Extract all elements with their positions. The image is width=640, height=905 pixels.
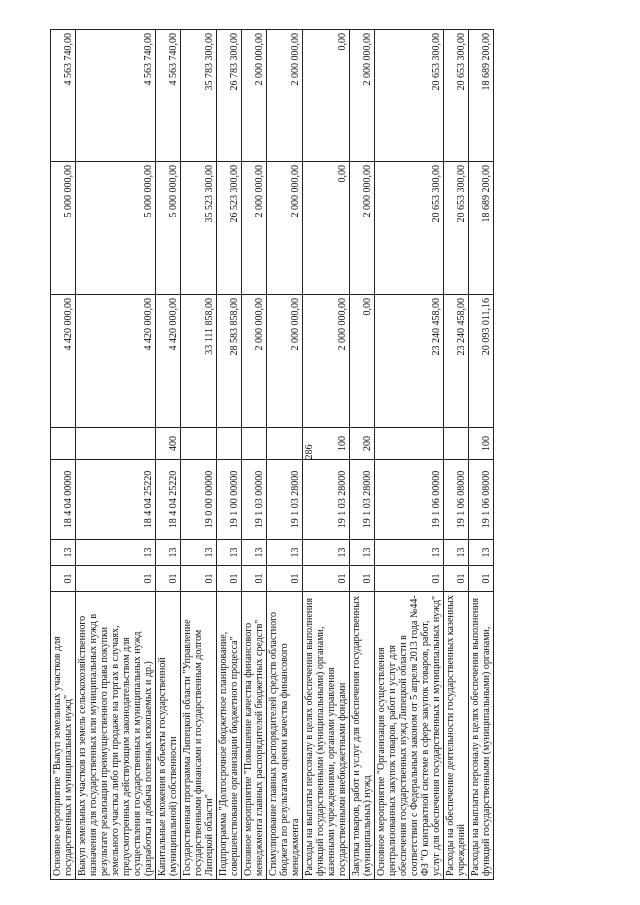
subsection-code: 13 (76, 540, 156, 566)
amount-year-2: 0,00 (303, 162, 350, 295)
amount-year-1: 23 240 458,00 (375, 295, 444, 428)
amount-year-3: 4 563 740,00 (76, 30, 156, 162)
subsection-code: 13 (51, 540, 76, 566)
amount-year-3: 26 783 300,00 (217, 30, 242, 162)
expense-type-code: 100 (469, 428, 494, 460)
amount-year-1: 33 111 858,00 (181, 295, 217, 428)
subsection-code: 13 (217, 540, 242, 566)
target-article-code: 19 1 03 28000 (303, 460, 350, 540)
amount-year-1: 4 420 000,00 (51, 295, 76, 428)
subsection-code: 13 (375, 540, 444, 566)
target-article-code: 19 1 06 08000 (469, 460, 494, 540)
amount-year-1: 0,00 (350, 295, 375, 428)
amount-year-1: 28 583 858,00 (217, 295, 242, 428)
amount-year-3: 18 689 200,00 (469, 30, 494, 162)
amount-year-2: 2 000 000,00 (242, 162, 267, 295)
target-article-code: 19 1 03 28000 (350, 460, 375, 540)
amount-year-2: 26 523 300,00 (217, 162, 242, 295)
amount-year-3: 4 563 740,00 (156, 30, 181, 162)
table-row (303, 30, 350, 880)
amount-year-2: 18 689 200,00 (469, 162, 494, 295)
table-row (217, 30, 242, 880)
subsection-code: 13 (350, 540, 375, 566)
section-code: 01 (469, 566, 494, 592)
table-row (350, 30, 375, 880)
expense-type-code: 200 (350, 428, 375, 460)
section-code: 01 (375, 566, 444, 592)
amount-year-2: 35 523 300,00 (181, 162, 217, 295)
page-number: 286 (304, 444, 315, 460)
target-article-code: 18 4 04 25220 (156, 460, 181, 540)
table-row (375, 30, 444, 880)
row-name: Основное мероприятие "Организация осуществления централизованных закупок товаров, работ и услуг для обеспечения государственных нужд Липецкой области в соответствии с Федеральным законом от 5 апреля 2013 года №44-ФЗ "О контрактной системе в сфере закупок товаров, работ, услуг для обеспечения государственных и муниципальных нужд" (375, 592, 444, 880)
subsection-code: 13 (303, 540, 350, 566)
budget-table-rotated (50, 30, 590, 880)
amount-year-2: 5 000 000,00 (51, 162, 76, 295)
row-name: Расходы на выплаты персоналу в целях обеспечения выполнения функций государственными (муниципальными) органами, казенными учреждениями, органами управления государственными внебюджетными фондами (303, 592, 350, 880)
amount-year-2: 20 653 300,00 (375, 162, 444, 295)
target-article-code: 19 0 00 00000 (181, 460, 217, 540)
table-row (181, 30, 217, 880)
section-code: 01 (350, 566, 375, 592)
amount-year-3: 20 653 300,00 (444, 30, 469, 162)
amount-year-2: 5 000 000,00 (156, 162, 181, 295)
amount-year-2: 2 000 000,00 (350, 162, 375, 295)
amount-year-1: 2 000 000,00 (267, 295, 303, 428)
section-code: 01 (444, 566, 469, 592)
amount-year-3: 35 783 300,00 (181, 30, 217, 162)
expense-type-code (242, 428, 267, 460)
target-article-code: 19 1 06 00000 (375, 460, 444, 540)
subsection-code: 13 (469, 540, 494, 566)
table-row (76, 30, 156, 880)
row-name: Капитальные вложения в объекты государственной (муниципальной) собственности (156, 592, 181, 880)
target-article-code: 19 1 03 28000 (267, 460, 303, 540)
section-code: 01 (76, 566, 156, 592)
amount-year-3: 2 000 000,00 (242, 30, 267, 162)
expense-type-code (217, 428, 242, 460)
amount-year-3: 4 563 740,00 (51, 30, 76, 162)
table-row (156, 30, 181, 880)
section-code: 01 (217, 566, 242, 592)
amount-year-3: 2 000 000,00 (350, 30, 375, 162)
amount-year-3: 0,00 (303, 30, 350, 162)
table-body (51, 30, 494, 880)
subsection-code: 13 (181, 540, 217, 566)
target-article-code: 18 4 04 00000 (51, 460, 76, 540)
amount-year-1: 4 420 000,00 (76, 295, 156, 428)
expense-type-code (181, 428, 217, 460)
expense-type-code: 100 (303, 428, 350, 460)
row-name: Расходы на выплаты персоналу в целях обеспечения выполнения функций государственными (муниципальными) органами, (469, 592, 494, 880)
expense-type-code (444, 428, 469, 460)
section-code: 01 (267, 566, 303, 592)
expense-type-code: 400 (156, 428, 181, 460)
target-article-code: 19 1 00 00000 (217, 460, 242, 540)
section-code: 01 (303, 566, 350, 592)
amount-year-2: 20 653 300,00 (444, 162, 469, 295)
subsection-code: 13 (242, 540, 267, 566)
subsection-code: 13 (267, 540, 303, 566)
target-article-code: 18 4 04 25220 (76, 460, 156, 540)
amount-year-1: 2 000 000,00 (303, 295, 350, 428)
expense-type-code (76, 428, 156, 460)
table-row (267, 30, 303, 880)
amount-year-1: 20 093 011,16 (469, 295, 494, 428)
expense-type-code (51, 428, 76, 460)
section-code: 01 (181, 566, 217, 592)
row-name: Основное мероприятие "Повышение качества финансового менеджмента главных распорядителей бюджетных средств" (242, 592, 267, 880)
amount-year-3: 2 000 000,00 (267, 30, 303, 162)
budget-table (50, 29, 494, 880)
row-name: Подпрограмма "Долгосрочное бюджетное планирование, совершенствование организации бюджетного процесса" (217, 592, 242, 880)
section-code: 01 (156, 566, 181, 592)
row-name: Выкуп земельных участков из земель сельскохозяйственного назначения для государственных или муниципальных нужд в результате реализации преимущественного права покупки земельного участка либо при продаже на торгах в случаях, предусмотренных действующим законодательством для осуществления государственных и муниципальных нужд (разработка и добыча полезных ископаемых и др.) (76, 592, 156, 880)
row-name: Стимулирование главных распорядителей средств областного бюджета по результатам оценки качества финансового менеджмента (267, 592, 303, 880)
table-row (469, 30, 494, 880)
amount-year-3: 20 653 300,00 (375, 30, 444, 162)
subsection-code: 13 (444, 540, 469, 566)
amount-year-2: 2 000 000,00 (267, 162, 303, 295)
target-article-code: 19 1 06 08000 (444, 460, 469, 540)
row-name: Расходы на обеспечение деятельности государственных казенных учреждений (444, 592, 469, 880)
row-name: Государственная программа Липецкой области "Управление государственными финансами и государственным долгом Липецкой области" (181, 592, 217, 880)
amount-year-2: 5 000 000,00 (76, 162, 156, 295)
table-row (444, 30, 469, 880)
amount-year-1: 23 240 458,00 (444, 295, 469, 428)
table-row (51, 30, 76, 880)
subsection-code: 13 (156, 540, 181, 566)
section-code: 01 (242, 566, 267, 592)
table-row (242, 30, 267, 880)
expense-type-code (375, 428, 444, 460)
expense-type-code (267, 428, 303, 460)
section-code: 01 (51, 566, 76, 592)
amount-year-1: 4 420 000,00 (156, 295, 181, 428)
row-name: Основное мероприятие "Выкуп земельных участков для государственных и муниципальных нужд" (51, 592, 76, 880)
row-name: Закупка товаров, работ и услуг для обеспечения государственных (муниципальных) нужд (350, 592, 375, 880)
amount-year-1: 2 000 000,00 (242, 295, 267, 428)
target-article-code: 19 1 03 00000 (242, 460, 267, 540)
